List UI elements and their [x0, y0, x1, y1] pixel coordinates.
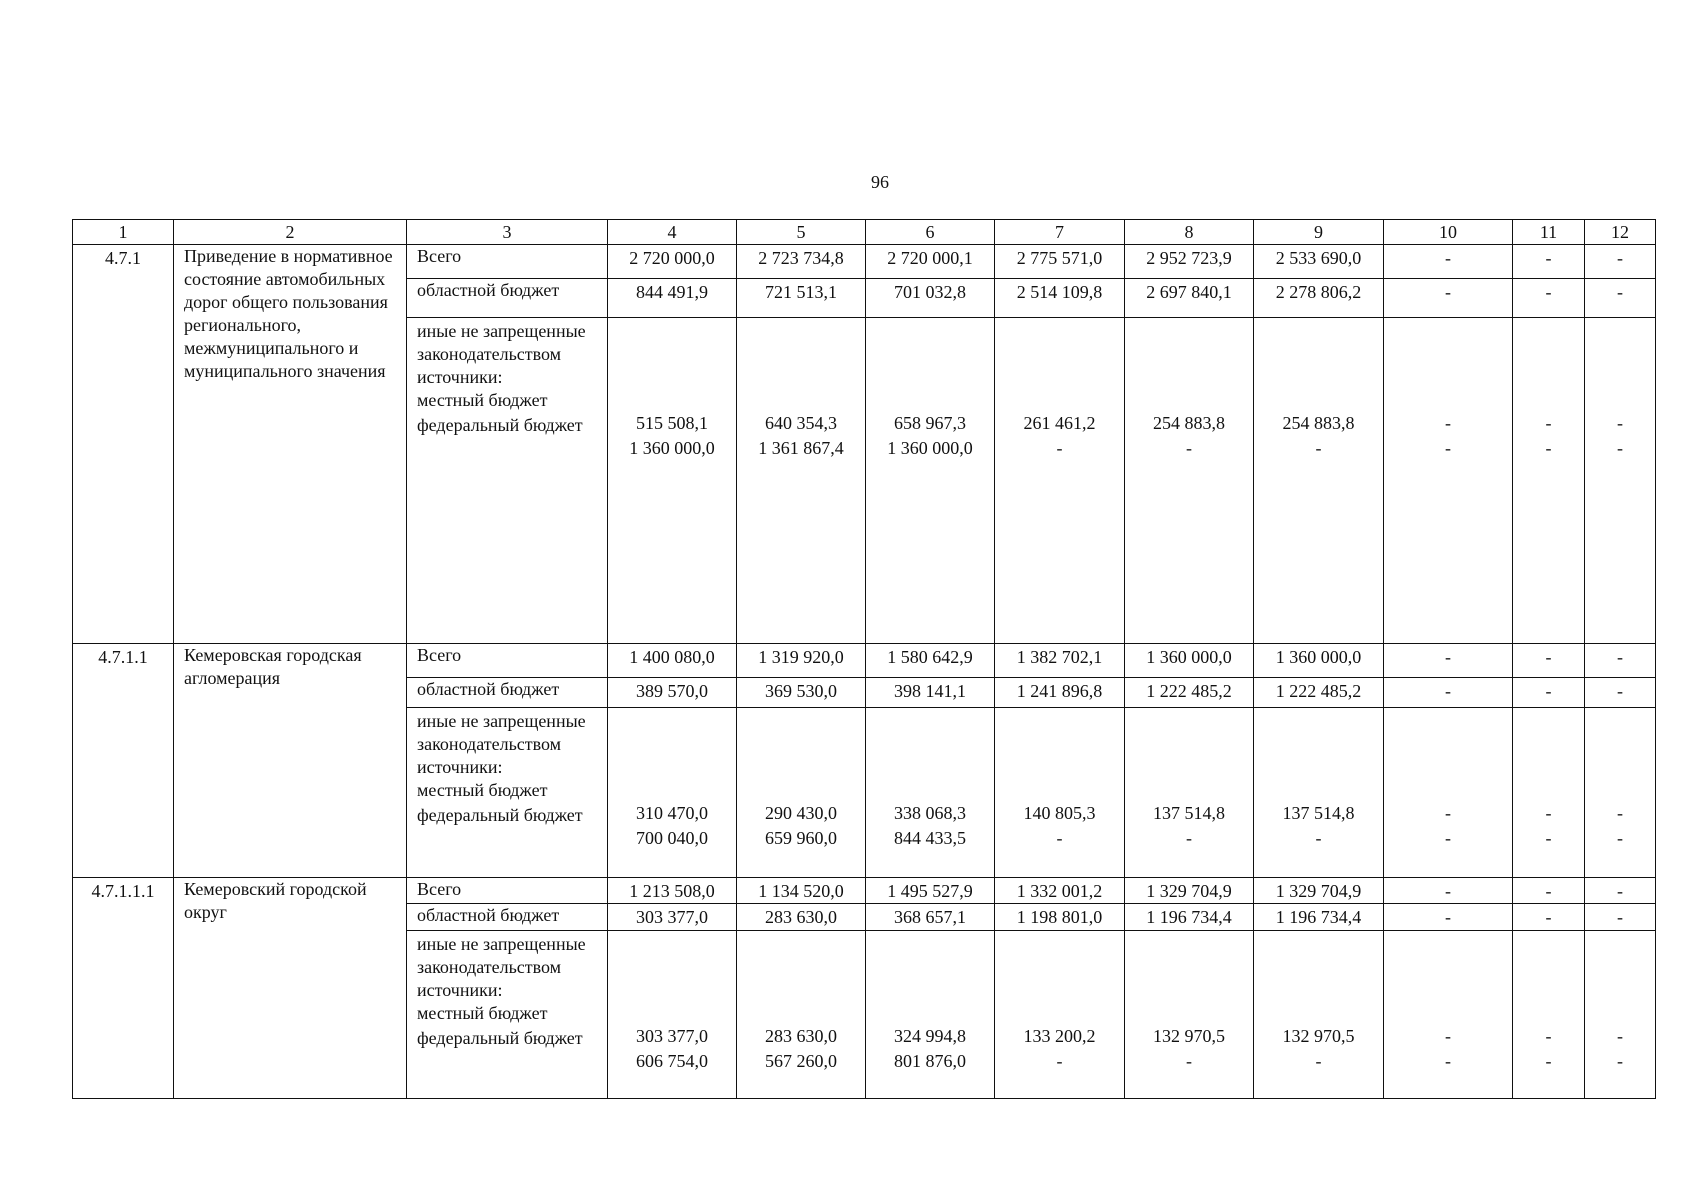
page-number: 96	[871, 172, 889, 192]
local-budget-value: 310 470,0	[636, 803, 708, 823]
value-cell-pair	[1513, 708, 1585, 878]
federal-budget-value: -	[1545, 828, 1552, 848]
column-number: 3	[407, 220, 608, 245]
value-cell-pair	[1125, 708, 1254, 878]
federal-budget-label: федеральный бюджет	[417, 415, 583, 435]
other-sources-label: иные не запрещенные законодательством источники:	[417, 711, 586, 777]
source-label-total: Всего	[407, 245, 608, 279]
federal-budget-value: -	[1056, 438, 1063, 458]
value-cell-pair	[1384, 318, 1513, 644]
value-cell: 701 032,8	[866, 279, 995, 318]
value-cell: 2 952 723,9	[1125, 245, 1254, 279]
federal-budget-value: 606 754,0	[636, 1051, 708, 1071]
value-cell: -	[1585, 904, 1656, 931]
total-row	[73, 245, 1656, 279]
column-number: 7	[995, 220, 1125, 245]
local-budget-value: 290 430,0	[765, 803, 837, 823]
value-cell: -	[1513, 245, 1585, 279]
other-sources-cell	[407, 708, 608, 878]
federal-budget-value: -	[1315, 438, 1322, 458]
value-cell-pair	[995, 318, 1125, 644]
federal-budget-value: 1 360 000,0	[629, 438, 715, 458]
federal-budget-value: -	[1315, 1051, 1322, 1071]
value-cell: 2 720 000,0	[608, 245, 737, 279]
local-budget-value: 132 970,5	[1282, 1026, 1355, 1046]
federal-budget-value: -	[1186, 828, 1192, 848]
value-cell-pair	[1585, 708, 1656, 878]
value-cell-pair	[1384, 708, 1513, 878]
value-cell: 1 319 920,0	[737, 644, 866, 678]
local-budget-value: 640 354,3	[765, 413, 837, 433]
column-number-row	[73, 220, 1656, 245]
total-row	[73, 878, 1656, 904]
local-budget-value: -	[1445, 413, 1451, 433]
value-cell: -	[1585, 279, 1656, 318]
local-budget-value: -	[1445, 1026, 1451, 1046]
federal-budget-value: -	[1445, 828, 1451, 848]
value-cell-pair	[1125, 318, 1254, 644]
local-budget-value: -	[1617, 803, 1623, 823]
source-label-regional: областной бюджет	[407, 904, 608, 931]
federal-budget-value: 1 360 000,0	[887, 438, 973, 458]
column-number: 2	[174, 220, 407, 245]
value-cell: 2 514 109,8	[995, 279, 1125, 318]
column-number: 5	[737, 220, 866, 245]
federal-budget-label: федеральный бюджет	[417, 1028, 583, 1048]
value-cell-pair	[608, 318, 737, 644]
value-cell: -	[1513, 878, 1585, 904]
value-cell: -	[1585, 245, 1656, 279]
column-number: 11	[1513, 220, 1585, 245]
local-budget-value: -	[1617, 1026, 1623, 1046]
other-sources-cell	[407, 931, 608, 1099]
value-cell: -	[1384, 245, 1513, 279]
value-cell: -	[1585, 878, 1656, 904]
local-budget-value: 324 994,8	[894, 1026, 966, 1046]
value-cell-pair	[1384, 931, 1513, 1099]
item-name: Кемеровская городская агломерация	[174, 644, 407, 878]
local-budget-value: 283 630,0	[765, 1026, 837, 1046]
local-budget-value: 132 970,5	[1153, 1026, 1225, 1046]
value-cell: 1 400 080,0	[608, 644, 737, 678]
value-cell: 2 278 806,2	[1254, 279, 1384, 318]
federal-budget-value: -	[1545, 438, 1552, 458]
federal-budget-value: -	[1186, 1051, 1192, 1071]
value-cell: -	[1384, 644, 1513, 678]
local-budget-value: 137 514,8	[1153, 803, 1225, 823]
federal-budget-value: -	[1056, 828, 1063, 848]
value-cell-pair	[1513, 318, 1585, 644]
value-cell: 389 570,0	[608, 678, 737, 708]
local-budget-value: 515 508,1	[636, 413, 708, 433]
source-label-total: Всего	[407, 644, 608, 678]
value-cell-pair	[737, 708, 866, 878]
source-label-regional: областной бюджет	[407, 678, 608, 708]
federal-budget-value: -	[1186, 438, 1192, 458]
value-cell: 1 360 000,0	[1254, 644, 1384, 678]
value-cell: -	[1585, 678, 1656, 708]
federal-budget-value: -	[1056, 1051, 1063, 1071]
value-cell-pair	[737, 931, 866, 1099]
value-cell-pair	[608, 708, 737, 878]
local-budget-value: 254 883,8	[1153, 413, 1225, 433]
value-cell: 1 580 642,9	[866, 644, 995, 678]
local-budget-value: 254 883,8	[1282, 413, 1355, 433]
value-cell: 2 775 571,0	[995, 245, 1125, 279]
source-label-total: Всего	[407, 878, 608, 904]
local-budget-value: -	[1617, 413, 1623, 433]
federal-budget-value: 700 040,0	[636, 828, 708, 848]
value-cell: 2 697 840,1	[1125, 279, 1254, 318]
item-name: Кемеровский городской округ	[174, 878, 407, 1099]
value-cell: 721 513,1	[737, 279, 866, 318]
value-cell: 2 720 000,1	[866, 245, 995, 279]
value-cell-pair	[1585, 318, 1656, 644]
local-budget-value: 137 514,8	[1282, 803, 1355, 823]
federal-budget-value: -	[1445, 438, 1451, 458]
federal-budget-value: -	[1617, 828, 1623, 848]
value-cell: 1 382 702,1	[995, 644, 1125, 678]
federal-budget-value: 1 361 867,4	[758, 438, 844, 458]
value-cell-pair	[866, 318, 995, 644]
value-cell: 368 657,1	[866, 904, 995, 931]
value-cell: -	[1513, 678, 1585, 708]
value-cell: -	[1513, 904, 1585, 931]
value-cell: -	[1384, 878, 1513, 904]
value-cell: 1 495 527,9	[866, 878, 995, 904]
column-number: 12	[1585, 220, 1656, 245]
value-cell: -	[1513, 644, 1585, 678]
other-sources-label: иные не запрещенные законодательством источники:	[417, 321, 586, 387]
value-cell: 2 533 690,0	[1254, 245, 1384, 279]
local-budget-value: -	[1445, 803, 1451, 823]
value-cell-pair	[1254, 931, 1384, 1099]
local-budget-label: местный бюджет	[417, 780, 548, 800]
value-cell: 1 241 896,8	[995, 678, 1125, 708]
item-name: Приведение в нормативное состояние автомобильных дорог общего пользования регионального, межмуниципального и муниципального значения	[174, 245, 407, 644]
value-cell: 2 723 734,8	[737, 245, 866, 279]
value-cell-pair	[866, 708, 995, 878]
item-code: 4.7.1.1.1	[73, 878, 174, 1099]
local-budget-value: 133 200,2	[1023, 1026, 1096, 1046]
value-cell: 369 530,0	[737, 678, 866, 708]
local-budget-value: -	[1545, 413, 1552, 433]
local-budget-value: -	[1545, 1026, 1552, 1046]
value-cell: 1 198 801,0	[995, 904, 1125, 931]
value-cell: 398 141,1	[866, 678, 995, 708]
value-cell: 1 329 704,9	[1254, 878, 1384, 904]
federal-budget-value: 659 960,0	[765, 828, 837, 848]
value-cell: 844 491,9	[608, 279, 737, 318]
value-cell: 1 222 485,2	[1125, 678, 1254, 708]
value-cell: 1 360 000,0	[1125, 644, 1254, 678]
value-cell: -	[1513, 279, 1585, 318]
value-cell: 1 222 485,2	[1254, 678, 1384, 708]
federal-budget-value: -	[1445, 1051, 1451, 1071]
value-cell: 1 213 508,0	[608, 878, 737, 904]
value-cell-pair	[995, 931, 1125, 1099]
value-cell-pair	[1585, 931, 1656, 1099]
value-cell: 303 377,0	[608, 904, 737, 931]
local-budget-value: 658 967,3	[894, 413, 966, 433]
value-cell: -	[1384, 904, 1513, 931]
value-cell-pair	[1254, 708, 1384, 878]
federal-budget-value: 844 433,5	[894, 828, 966, 848]
column-number: 10	[1384, 220, 1513, 245]
column-number: 1	[73, 220, 174, 245]
federal-budget-value: -	[1545, 1051, 1552, 1071]
value-cell: 1 196 734,4	[1254, 904, 1384, 931]
value-cell: -	[1384, 678, 1513, 708]
local-budget-value: -	[1545, 803, 1552, 823]
local-budget-value: 140 805,3	[1023, 803, 1096, 823]
other-sources-cell	[407, 318, 608, 644]
value-cell: 1 332 001,2	[995, 878, 1125, 904]
column-number: 9	[1254, 220, 1384, 245]
value-cell: 1 329 704,9	[1125, 878, 1254, 904]
local-budget-label: местный бюджет	[417, 390, 548, 410]
value-cell-pair	[1513, 931, 1585, 1099]
federal-budget-value: -	[1617, 1051, 1623, 1071]
budget-table	[72, 219, 1656, 1099]
item-code: 4.7.1	[73, 245, 174, 644]
value-cell-pair	[995, 708, 1125, 878]
local-budget-value: 261 461,2	[1023, 413, 1096, 433]
value-cell: 283 630,0	[737, 904, 866, 931]
federal-budget-value: -	[1315, 828, 1322, 848]
value-cell: -	[1384, 279, 1513, 318]
column-number: 8	[1125, 220, 1254, 245]
value-cell-pair	[1125, 931, 1254, 1099]
source-label-regional: областной бюджет	[407, 279, 608, 318]
column-number: 6	[866, 220, 995, 245]
value-cell: 1 196 734,4	[1125, 904, 1254, 931]
value-cell-pair	[608, 931, 737, 1099]
item-code: 4.7.1.1	[73, 644, 174, 878]
value-cell-pair	[1254, 318, 1384, 644]
local-budget-value: 338 068,3	[894, 803, 966, 823]
value-cell: 1 134 520,0	[737, 878, 866, 904]
local-budget-label: местный бюджет	[417, 1003, 548, 1023]
value-cell-pair	[737, 318, 866, 644]
value-cell-pair	[866, 931, 995, 1099]
federal-budget-value: -	[1617, 438, 1623, 458]
federal-budget-label: федеральный бюджет	[417, 805, 583, 825]
local-budget-value: 303 377,0	[636, 1026, 708, 1046]
value-cell: -	[1585, 644, 1656, 678]
federal-budget-value: 567 260,0	[765, 1051, 837, 1071]
column-number: 4	[608, 220, 737, 245]
other-sources-label: иные не запрещенные законодательством источники:	[417, 934, 586, 1000]
federal-budget-value: 801 876,0	[894, 1051, 966, 1071]
total-row	[73, 644, 1656, 678]
